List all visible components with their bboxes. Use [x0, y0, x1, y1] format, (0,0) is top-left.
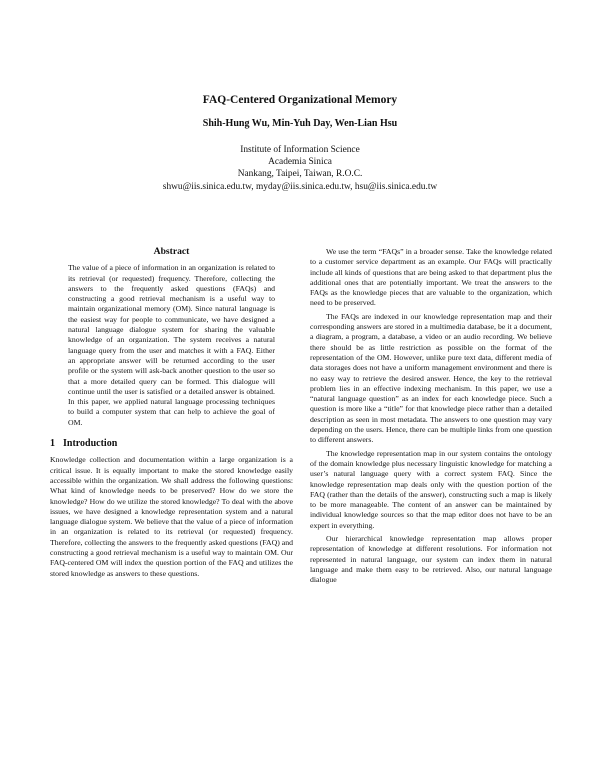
body-paragraph-hierarchical-map: Our hierarchical knowledge representation map allows proper representation of knowledge at different resolutions. For information not represented in natural language, our system can index them in natural language and make them easy to be retrieved. Also, our natural language dialogue	[310, 534, 552, 585]
section-title: Introduction	[63, 438, 118, 450]
affiliation-academy: Academia Sinica	[268, 157, 332, 168]
body-paragraph-faq-index: The FAQs are indexed in our knowledge representation map and their corresponding answers are stored in a multimedia database, be it a document, a diagram, a program, a database, a video or an audio recording. We believe there should be as little restriction as possible on the format of the representation of the OM. However, unlike pure text data, different media of data storages does not have a uniform management environment and there is no easy way to retrieve the desired answer. Hence, the key to the retrieval problem lies in an effective indexing mechanism. In this paper, we use a “natural language question” as an index for each knowledge piece. Such a question is more like a “title” for that knowledge piece rather than a detailed description as seen in most metadata. The answers to one question may vary depending on the users. Hence, there can be multiple links from one question to different answers.	[310, 311, 552, 445]
abstract-text: The value of a piece of information in an organization is related to its retrieval (or requested) frequency. Therefore, collecting the answers to the frequently asked questions (FAQs) and constructing a good retrieval mechanism is a useful way to maintain organizational memory (OM). Since natural language is the easiest way for people to communicate, we have designed a natural language dialogue system for sharing the valuable knowledge of an organization. The system receives a natural language query from the user and matches it with a FAQ. Either an appropriate answer will be returned according to the user profile or the system will ask-back another question to the user so that a more detailed query can be formed. This dialogue will continue until the user is satisfied or a detailed answer is obtained. In this paper, we applied natural language processing techniques to build a computer system that can help to achieve the goal of OM.	[68, 263, 275, 427]
paper-authors: Shih-Hung Wu, Min-Yuh Day, Wen-Lian Hsu	[202, 118, 398, 129]
section-number: 1	[50, 438, 55, 450]
abstract-heading: Abstract	[153, 246, 190, 257]
body-paragraph-knowledge-map: The knowledge representation map in our system contains the ontology of the domain knowledge plus necessary linguistic knowledge for matching a user’s natural language query with a correct system FAQ. Since the knowledge representation map deals only with the question portion of the FAQ (rather than the details of the answer), constructing such a map is likely to be more manageable. The content of an answer can be maintained by individual knowledge sources so that the map editor does not have to be an expert in everything.	[310, 448, 552, 530]
affiliation-institute: Institute of Information Science	[240, 145, 360, 155]
paper-title: FAQ-Centered Organizational Memory	[202, 94, 398, 106]
introduction-heading	[50, 439, 293, 449]
right-column	[310, 247, 552, 589]
affiliation-address: Nankang, Taipei, Taiwan, R.O.C.	[237, 169, 363, 180]
affiliation-block	[0, 144, 600, 193]
affiliation-emails: shwu@iis.sinica.edu.tw, myday@iis.sinica.edu.tw, hsu@iis.sinica.edu.tw	[162, 181, 438, 192]
body-paragraph-faq-term: We use the term “FAQs” in a broader sense. Take the knowledge related to a customer service department as an example. Our FAQs will practically include all kinds of questions that are being asked to that department plus the additional ones that are potentially important. We treat the answers to the FAQs as the knowledge pieces that are valuable to the organization, which need to be preserved.	[310, 247, 552, 308]
introduction-paragraph: Knowledge collection and documentation within a large organization is a critical issue. It is equally important to make the stored knowledge easily accessible within the organization. We shall address the following questions: What kind of knowledge needs to be preserved? How do we store the knowledge? How do we utilize the stored knowledge? To deal with the above issues, we have designed a knowledge representation system and a natural language dialogue system. We believe that the value of a piece of information in an organization is related to its retrieval (or requested) frequency. Therefore, collecting the answers to the frequently asked questions (FAQ) and constructing a good retrieval mechanism is a useful way to maintain OM. Our FAQ-centered OM will index the question portion of the FAQ and utilizes the stored knowledge as answers to these questions.	[50, 455, 293, 578]
left-column	[50, 247, 293, 582]
